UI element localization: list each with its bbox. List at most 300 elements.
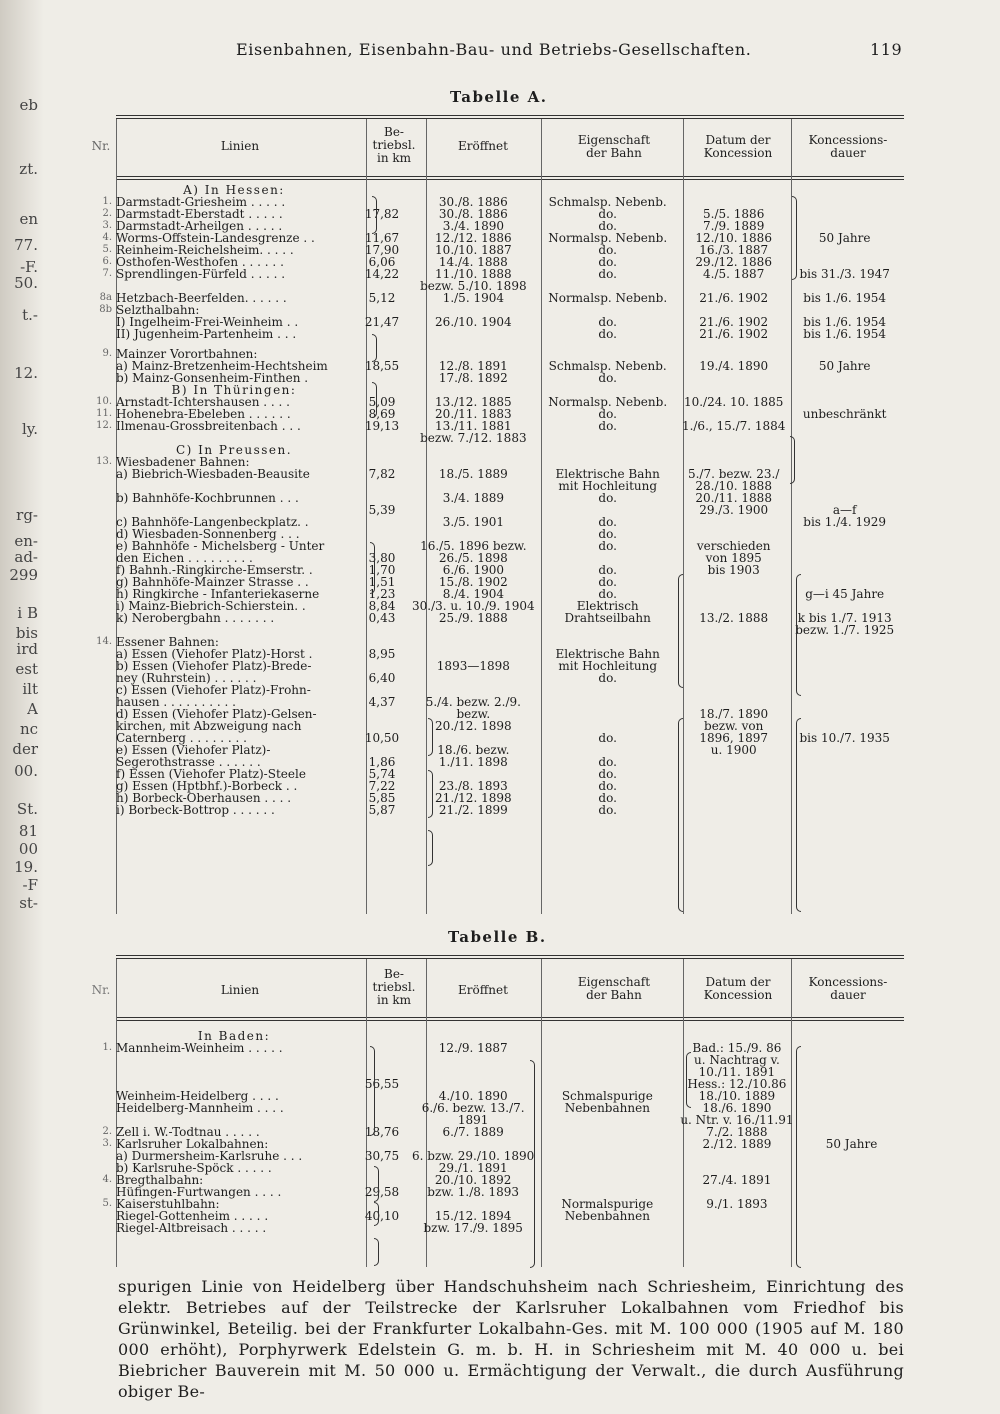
cell-eroeffnet: 18./5. 1889 [438,467,508,481]
cell-linie: Worms-Offstein-Landesgrenze . . [116,231,315,245]
cell-eroeffnet: 26./5. 1898 [438,551,508,565]
cell-datum: 1896, 1897 [699,731,769,745]
cell-eigenschaft: Normalspurige [561,1197,654,1211]
cell-nr [86,612,114,624]
cell-datum [678,1222,795,1234]
cell-eroeffnet: 15./12. 1894 [434,1209,512,1223]
cell-eroeffnet: 13./12. 1885 [435,395,512,409]
table-b-header-rule [116,1017,904,1018]
brace [686,1052,691,1108]
cell-eroeffnet: 12./9. 1887 [438,1041,508,1055]
cell-eroeffnet: 21./2. 1899 [438,803,508,817]
col-datum: Datum der Koncession [703,133,773,160]
cell-eigenschaft: do. [598,575,617,589]
cell-linie: Darmstadt-Griesheim . . . . . [116,195,286,209]
brace [372,196,377,234]
brace [796,1046,801,1268]
cell-eroeffnet: 30./3. u. 10./9. 1904 [412,599,535,613]
cell-eigenschaft: Elektrisch [576,599,639,613]
cell-eroeffnet [410,624,537,636]
cell-km: 6,06 [368,255,396,269]
cell-nr [86,1066,114,1078]
cell-datum: u. Nachtrag v. [693,1053,780,1067]
cell-nr [86,340,114,348]
cell-nr: 11. [96,408,112,419]
cell-nr [86,1078,114,1090]
margin-fragment: est [15,660,38,678]
cell-linie: b) Mainz-Gonsenheim-Finthen . [116,371,309,385]
margin-fragment: St. [16,800,38,818]
cell-nr: 2. [102,1126,112,1137]
cell-datum: 2./12. 1889 [702,1137,772,1151]
cell-dauer [789,768,901,780]
cell-nr [86,1102,114,1114]
cell-nr [86,480,114,492]
cell-km: 8,69 [368,407,396,421]
cell-linie: ney (Ruhrstein) . . . . . . [116,671,257,685]
cell-km [354,1090,410,1102]
cell-nr [86,660,114,672]
cell-km: 1,51 [368,575,396,589]
cell-nr: 9. [102,348,112,359]
cell-linie: A) In Hessen: [183,183,285,197]
cell-datum: 18./10. 1889 [698,1089,776,1103]
cell-eroeffnet: 12./12. 1886 [435,231,512,245]
cell-dauer [789,804,901,816]
table-a-top-rule-2 [116,118,904,119]
cell-eroeffnet: 6./6. 1900 [442,563,504,577]
cell-datum [679,340,789,348]
cell-dauer [789,444,901,456]
cell-eigenschaft: Normalsp. Nebenb. [548,291,668,305]
cell-nr [86,624,114,636]
cell-linie: Karlsruher Lokalbahnen: [116,1137,269,1151]
cell-nr: 10. [96,396,112,407]
cell-km: 5,09 [368,395,396,409]
cell-dauer [796,1210,908,1222]
cell-eigenschaft: do. [598,371,617,385]
cell-nr [86,540,114,552]
cell-eroeffnet [410,1054,536,1066]
cell-datum: 20./11. 1888 [695,491,772,505]
cell-datum [679,792,789,804]
cell-dauer [796,1114,908,1126]
cell-eigenschaft: do. [598,407,617,421]
cell-linie: g) Bahnhöfe-Mainzer Strasse . . [116,575,309,589]
cell-dauer: bezw. 1./7. 1925 [795,623,895,637]
cell-nr [86,792,114,804]
cell-linie: i) Borbeck-Bottrop . . . . . . [116,803,275,817]
cell-km [354,1162,410,1174]
cell-datum: u. 1900 [710,743,757,757]
cell-dauer [789,184,901,196]
cell-eigenschaft: Schmalspurige [561,1089,653,1103]
cell-datum [679,576,789,588]
cell-nr [86,360,114,372]
cell-linie: e) Essen (Viehofer Platz)- [116,743,271,757]
cell-km: 40,10 [364,1209,400,1223]
margin-fragment: -F. [20,258,38,276]
cell-nr [86,552,114,564]
cell-linie: C) In Preussen. [175,443,293,457]
cell-datum: 19./4. 1890 [699,359,769,373]
brace [428,718,433,756]
cell-eroeffnet: 6./6. bezw. 13./7. [421,1101,525,1115]
cell-dauer [789,684,901,696]
cell-dauer [796,1150,908,1162]
cell-linie: Selzthalbahn: [116,303,200,317]
body-text: spurigen Linie von Heidelberg über Handschuhsheim nach Schriesheim, Einrichtung des elektr. Betriebes auf der Teilstrecke der Karlsruher Lokalbahnen vom Friedhof bis Grünwinkel, Beteilig. bei der Frankfurter Lokalbahn-Ges. mit M. 100 000 (1905 auf M. 180 000 erhöht), Porphyrwerk Edelstein G. m. b. H. in Schriesheim mit M. 40 000 u. bei Biebricher Bauverein mit M. 50 000 u. Ermächtigung der Verwalt., die durch Ausführung obiger Be- [118,1277,904,1401]
margin-fragment: 50. [14,274,38,292]
cell-eigenschaft: do. [598,755,617,769]
cell-eigenschaft [536,1126,678,1138]
cell-dauer: bis 31./3. 1947 [799,267,890,281]
table-a [86,184,901,816]
cell-datum: Hess.: 12./10.86 [687,1077,787,1091]
cell-dauer [796,1054,908,1066]
cell-km: 3,80 [368,551,396,565]
cell-km: 5,85 [368,791,396,805]
cell-km: 10,50 [364,731,400,745]
cell-eigenschaft [537,684,679,696]
margin-fragment: ird [16,640,38,658]
cell-km: 1,70 [368,563,396,577]
cell-datum [679,432,789,444]
margin-fragment: 77. [14,236,38,254]
brace [796,574,801,696]
cell-eigenschaft [537,708,679,720]
cell-eroeffnet: 10./10. 1887 [435,243,512,257]
table-a-title: Tabelle A. [450,88,548,106]
cell-datum [679,672,789,684]
cell-nr [86,600,114,612]
cell-km: 7,22 [368,779,396,793]
cell-nr: 8a [99,292,112,303]
cell-nr: 2. [102,208,112,219]
cell-datum: 9./1. 1893 [706,1197,768,1211]
table-b-header-rule-2 [116,1020,904,1021]
margin-fragment: en [19,210,38,228]
cell-linie: Arnstadt-Ichtershausen . . . . [116,395,290,409]
cell-eigenschaft: do. [598,419,617,433]
cell-linie: hausen . . . . . . . . . . [116,695,236,709]
brace [370,1046,375,1136]
cell-eigenschaft: do. [598,767,617,781]
cell-eroeffnet: 13./11. 1881 [435,419,512,433]
cell-eigenschaft [537,444,679,456]
cell-eigenschaft: mit Hochleitung [558,659,658,673]
cell-datum [679,444,789,456]
brace [374,1202,379,1226]
cell-nr: 7. [102,268,112,279]
cell-eroeffnet [410,1066,536,1078]
cell-linie: In Baden: [197,1029,271,1043]
cell-datum [679,372,789,384]
cell-datum: 7./2. 1888 [706,1125,768,1139]
table-a-header-rule [116,176,904,177]
cell-km: 18,55 [364,359,400,373]
cell-datum [679,756,789,768]
cell-eroeffnet [410,672,537,684]
col-nr: Nr. [91,139,111,153]
cell-km [354,340,410,348]
cell-km: 17,82 [364,207,400,221]
cell-datum: 29./12. 1886 [695,255,772,269]
col-km: Be- triebsl. in km [372,967,416,1007]
margin-fragment: rg- [16,506,38,524]
cell-km: 17,90 [364,243,400,257]
cell-nr: 1. [102,1042,112,1053]
cell-dauer [789,780,901,792]
cell-linie: Weinheim-Heidelberg . . . . [116,1089,279,1103]
cell-datum: 1./6., 15./7. 1884 [681,419,786,433]
cell-eroeffnet: 4./10. 1890 [438,1089,508,1103]
margin-fragment: 00 [18,840,38,858]
cell-eigenschaft: do. [598,207,617,221]
cell-eigenschaft [536,1138,678,1150]
cell-eigenschaft: mit Hochleitung [558,479,658,493]
cell-nr [86,744,114,756]
cell-km: 4,37 [368,695,396,709]
cell-eroeffnet: 20./10. 1892 [434,1173,512,1187]
cell-km: 8,95 [368,647,396,661]
cell-dauer [789,420,901,432]
cell-km [354,528,410,540]
cell-dauer [789,528,901,540]
cell-eigenschaft [536,1054,678,1066]
cell-km: 1,86 [368,755,396,769]
cell-km: 18,76 [364,1125,400,1139]
cell-dauer: unbeschränkt [802,407,887,421]
cell-eroeffnet: 15./8. 1902 [438,575,508,589]
running-title: Eisenbahnen, Eisenbahn-Bau- und Betriebs-Gesellschaften. [236,40,752,59]
cell-datum: Bad.: 15./9. 86 [692,1041,782,1055]
cell-dauer [789,340,901,348]
cell-km [354,516,410,528]
cell-eigenschaft: do. [598,267,617,281]
cell-eigenschaft: do. [598,563,617,577]
cell-dauer: bis 1./6. 1954 [803,315,887,329]
cell-km: 19,13 [364,419,400,433]
cell-dauer [789,564,901,576]
cell-linie: b) Bahnhöfe-Kochbrunnen . . . [116,491,299,505]
cell-km [354,328,410,340]
cell-eigenschaft: do. [598,255,617,269]
cell-linie: Sprendlingen-Fürfeld . . . . . [116,267,286,281]
margin-fragment: ad- [14,548,38,566]
cell-dauer: bis 1./6. 1954 [803,291,887,305]
margin-fragment: ly. [21,420,38,438]
cell-dauer [796,1078,908,1090]
margin-fragment: 299 [9,566,38,584]
cell-eigenschaft [536,1222,678,1234]
table-row [86,1222,908,1234]
cell-linie: d) Essen (Viehofer Platz)-Gelsen- [116,707,317,721]
cell-km [354,1222,410,1234]
table-row [86,804,901,816]
cell-linie: Darmstadt-Arheilgen . . . . . [116,219,283,233]
cell-km: 14,22 [364,267,400,281]
cell-datum: bis 1903 [707,563,760,577]
cell-datum: 5./7. bezw. 23./ [687,467,780,481]
cell-eigenschaft [537,432,679,444]
cell-linie: Mannheim-Weinheim . . . . . [116,1041,283,1055]
cell-km: 29,58 [364,1185,400,1199]
cell-linie: k) Nerobergbahn . . . . . . . [116,611,275,625]
cell-datum [679,780,789,792]
cell-dauer [789,456,901,468]
cell-linie: Segerothstrasse . . . . . . [116,755,261,769]
cell-dauer [789,660,901,672]
cell-eroeffnet: 3./4. 1889 [442,491,504,505]
cell-linie: Osthofen-Westhofen . . . . . . [116,255,284,269]
cell-eroeffnet: 1891 [457,1113,489,1127]
cell-km: 7,82 [368,467,396,481]
cell-datum [679,660,789,672]
cell-dauer [796,1186,908,1198]
cell-dauer [789,244,901,256]
cell-eigenschaft: Elektrische Bahn [555,647,660,661]
cell-eigenschaft [537,696,679,708]
cell-dauer: bis 10./7. 1935 [799,731,890,745]
table-b [86,1030,908,1234]
cell-km [354,372,410,384]
cell-linie: I) Ingelheim-Frei-Weinheim . . [116,315,299,329]
cell-datum [678,1150,795,1162]
cell-km [354,1030,410,1042]
cell-dauer [789,696,901,708]
table-row [86,492,901,504]
table-row [86,1054,908,1066]
cell-nr [86,1186,114,1198]
cell-nr [86,316,114,328]
cell-eroeffnet: 29./1. 1891 [438,1161,508,1175]
cell-eroeffnet: bezw. [456,707,491,721]
cell-eigenschaft: Elektrische Bahn [555,467,660,481]
margin-fragment: eb [19,96,38,114]
cell-dauer: a—f [832,503,857,517]
cell-dauer: 50 Jahre [818,359,871,373]
brace [370,542,375,594]
cell-datum: 21./6. 1902 [699,291,769,305]
cell-dauer [789,636,901,648]
cell-km: 21,47 [364,315,400,329]
cell-km [354,1102,410,1114]
cell-eroeffnet: 25./9. 1888 [438,611,508,625]
col-nr: Nr. [91,983,111,997]
brace [790,436,795,484]
cell-eroeffnet: 17./8. 1892 [438,371,508,385]
cell-km: 5,39 [368,503,396,517]
cell-eigenschaft: do. [598,587,617,601]
cell-dauer [789,552,901,564]
cell-linie: f) Essen (Viehofer Platz)-Steele [116,767,306,781]
cell-linie: b) Karlsruhe-Spöck . . . . . [116,1161,272,1175]
cell-dauer [796,1066,908,1078]
cell-linie: Wiesbadener Bahnen: [116,455,250,469]
cell-nr [86,588,114,600]
col-dauer: Koncessions- dauer [808,133,888,160]
cell-eroeffnet: bzw. 17./9. 1895 [423,1221,523,1235]
cell-eigenschaft [536,1030,678,1042]
cell-nr: 5. [102,1198,112,1209]
cell-km: 11,67 [364,231,400,245]
cell-eigenschaft: do. [598,731,617,745]
cell-datum [679,184,789,196]
cell-dauer [789,196,901,208]
margin-fragment: st- [19,894,38,912]
cell-eroeffnet: 1./11. 1898 [438,755,508,769]
cell-dauer: g—i 45 Jahre [805,587,885,601]
cell-eroeffnet: 3./5. 1901 [442,515,504,529]
cell-datum [679,648,789,660]
cell-datum: 4./5. 1887 [703,267,765,281]
cell-linie: Ilmenau-Grossbreitenbach . . . [116,419,301,433]
col-linien: Linien [220,139,260,153]
cell-eigenschaft [537,340,679,348]
cell-datum: 5./5. 1886 [703,207,765,221]
margin-fragment: t.- [22,306,38,324]
brace [374,1166,379,1202]
cell-linie: Hohenebra-Ebeleben . . . . . . [116,407,291,421]
col-eigenschaft: Eigenschaft der Bahn [577,975,651,1002]
cell-eigenschaft [536,1066,678,1078]
cell-km: 6,40 [368,671,396,685]
brace [372,334,377,362]
brace [796,718,801,912]
margin-fragment: 12. [14,364,38,382]
cell-nr [86,384,114,396]
cell-eigenschaft: Normalsp. Nebenb. [548,231,668,245]
cell-linie: b) Essen (Viehofer Platz)-Brede- [116,659,312,673]
cell-eroeffnet: 5./4. bezw. 2./9. [425,695,521,709]
cell-linie: e) Bahnhöfe - Michelsberg - Unter [116,539,325,553]
cell-linie: Heidelberg-Mannheim . . . . [116,1101,284,1115]
cell-linie: Hetzbach-Beerfelden. . . . . . [116,291,287,305]
cell-linie: II) Jugenheim-Partenheim . . . [116,327,297,341]
margin-fragment: 00. [14,762,38,780]
cell-km [354,432,410,444]
cell-eroeffnet: 26./10. 1904 [435,315,512,329]
cell-nr: 14. [96,636,112,647]
cell-dauer [789,208,901,220]
cell-km: 30,75 [364,1149,400,1163]
brace [678,574,683,688]
cell-datum [679,636,789,648]
cell-eroeffnet: 11./10. 1888 [435,267,512,281]
margin-fragment: der [12,740,38,758]
table-row [86,468,901,480]
cell-km [354,708,410,720]
margin-fragment: 19. [14,858,38,876]
cell-dauer [789,744,901,756]
cell-datum [679,588,789,600]
cell-eroeffnet: 6. bzw. 29./10. 1890 [412,1149,535,1163]
cell-datum: 21./6. 1902 [699,327,769,341]
cell-nr [86,468,114,480]
brace [678,718,683,912]
cell-datum: 13./2. 1888 [699,611,769,625]
cell-linie: c) Bahnhöfe-Langenbeckplatz. . [116,515,309,529]
cell-eroeffnet [410,444,537,456]
table-row [86,1042,908,1054]
cell-nr: 5. [102,244,112,255]
cell-nr: 4. [102,232,112,243]
cell-dauer [789,372,901,384]
cell-dauer [789,672,901,684]
cell-km: 8,84 [368,599,396,613]
cell-linie [114,1054,354,1066]
